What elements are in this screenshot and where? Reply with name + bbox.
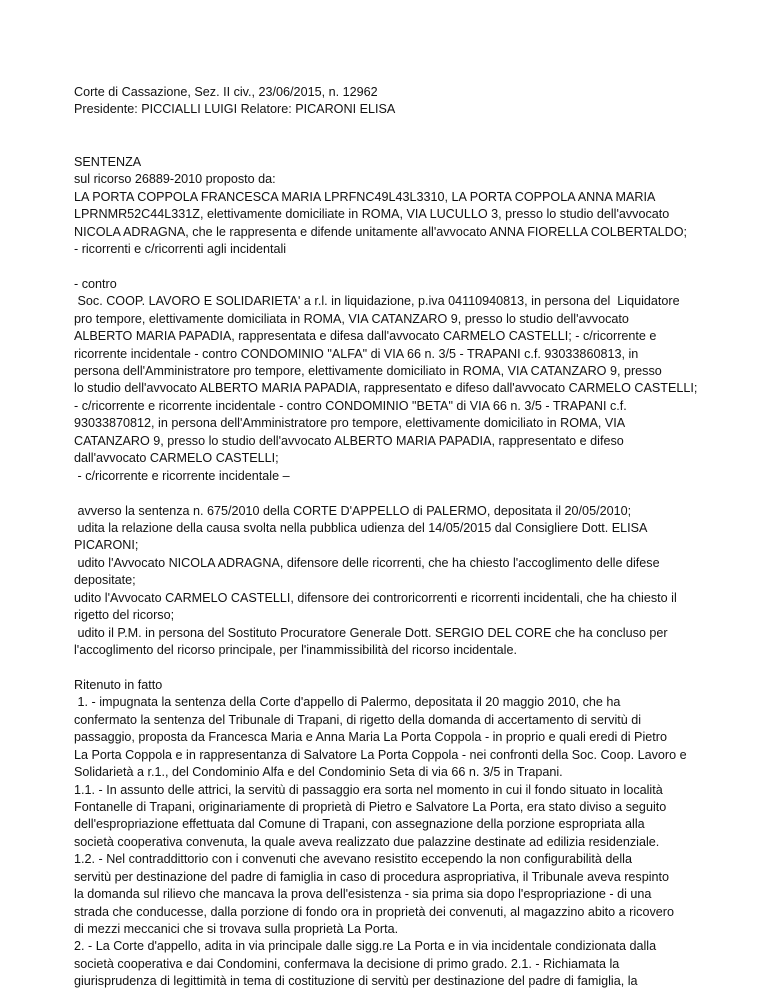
section-title: SENTENZA — [74, 154, 142, 169]
text-line: giurisprudenza di legittimità in tema di costituzione di servitù per destinazione del padre di famiglia, la — [74, 974, 638, 989]
text-line: - c/ricorrente e ricorrente incidentale - contro CONDOMINIO "BETA" di VIA 66 n. 3/5 - TRAPANI c.f. — [74, 398, 627, 413]
text-line: ricorrente incidentale - contro CONDOMINIO "ALFA" di VIA 66 n. 3/5 - TRAPANI c.f. 93033860813, in — [74, 346, 639, 361]
spacer — [74, 119, 714, 136]
text-line: CATANZARO 9, presso lo studio dell'avvocato ALBERTO MARIA PAPADIA, rappresentato e difeso — [74, 433, 624, 448]
text-line: ALBERTO MARIA PAPADIA, rappresentata e difesa dall'avvocato CARMELO CASTELLI; - c/ricorrente e — [74, 329, 657, 344]
text-line: pro tempore, elettivamente domiciliata in ROMA, VIA CATANZARO 9, presso lo studio dell'avvocato — [74, 311, 629, 326]
text-line: dell'espropriazione effettuata dal Comune di Trapani, con assegnazione della porzione espropriata alla — [74, 817, 645, 832]
text-line: - c/ricorrente e ricorrente incidentale – — [74, 468, 290, 483]
text-line: la domanda sul rilievo che mancava la prova dell'esistenza - sia prima sia dopo l'espropriazione - di una — [74, 887, 652, 902]
fatto-section — [74, 677, 714, 991]
avverso-section — [74, 503, 714, 660]
text-line: confermato la sentenza del Tribunale di Trapani, di rigetto della domanda di accertamento di servitù di — [74, 712, 642, 727]
text-line: l'accoglimento del ricorso principale, per l'inammissibilità del ricorso incidentale. — [74, 643, 517, 657]
text-line: Fontanelle di Trapani, originariamente di proprietà di Pietro e Salvatore La Porta, era stato diviso a seguito — [74, 799, 667, 814]
text-line: udita la relazione della causa svolta nella pubblica udienza del 14/05/2015 dal Consigliere Dott. ELISA — [74, 520, 648, 535]
text-line: strada che conducesse, dalla porzione di fondo ora in proprietà dei convenuti, al magazzino abito a ricovero — [74, 904, 674, 919]
text-line: società cooperativa e dai Condomini, confermava la decisione di primo grado. 2.1. - Richiamata la — [74, 956, 620, 971]
text-line: persona dell'Amministratore pro tempore, elettivamente domiciliato in ROMA, VIA CATANZARO 9, presso — [74, 364, 662, 378]
text-line: 1.1. - In assunto delle attrici, la servitù di passaggio era sorta nel momento in cui il fondo situato in località — [74, 782, 663, 797]
section-title: Ritenuto in fatto — [74, 677, 163, 692]
text-line: avverso la sentenza n. 675/2010 della CORTE D'APPELLO di PALERMO, depositata il 20/05/2010; — [74, 503, 632, 518]
text-line: lo studio dell'avvocato ALBERTO MARIA PAPADIA, rappresentato e difeso dall'avvocato CARMELO CASTELLI; — [74, 381, 698, 396]
judges-line: Presidente: PICCIALLI LUIGI Relatore: PICARONI ELISA — [74, 102, 396, 117]
document-header — [74, 84, 714, 119]
text-line: depositate; — [74, 573, 136, 588]
text-line: PICARONI; — [74, 538, 139, 553]
text-line: La Porta Coppola e in rappresentanza di Salvatore La Porta Coppola - nei confronti della Soc. Coop. Lavoro e — [74, 747, 687, 762]
text-line: 93033870812, in persona dell'Amministratore pro tempore, elettivamente domiciliato in ROMA, VIA — [74, 416, 626, 431]
text-line: 2. - La Corte d'appello, adita in via principale dalle sigg.re La Porta e in via incidentale condizionata dalla — [74, 939, 657, 954]
text-line: udito l'Avvocato NICOLA ADRAGNA, difensore delle ricorrenti, che ha chiesto l'accoglimento delle difese — [74, 555, 660, 570]
spacer — [74, 659, 714, 676]
text-line: Soc. COOP. LAVORO E SOLIDARIETA' a r.l. in liquidazione, p.iva 04110940813, in persona del Liquidatore — [74, 294, 680, 309]
text-line: - ricorrenti e c/ricorrenti agli incidentali — [74, 241, 287, 256]
text-line: 1.2. - Nel contraddittorio con i convenuti che avevano resistito eccependo la non configurabilità della — [74, 852, 632, 867]
spacer — [74, 485, 714, 502]
text-line: rigetto del ricorso; — [74, 608, 175, 623]
text-line: Solidarietà a r.1., del Condominio Alfa e del Condominio Seta di via 66 n. 3/5 in Trapani. — [74, 765, 563, 780]
document-page — [74, 84, 714, 991]
text-line: - contro — [74, 276, 117, 291]
contro-section — [74, 276, 714, 485]
text-line: servitù per destinazione del padre di famiglia in caso di procedura aspropriativa, il Tribunale aveva respinto — [74, 869, 670, 884]
text-line: passaggio, proposta da Francesca Maria e Anna Maria La Porta Coppola - in proprio e quali eredi di Pietro — [74, 730, 667, 745]
spacer — [74, 258, 714, 275]
text-line: udito il P.M. in persona del Sostituto Procuratore Generale Dott. SERGIO DEL CORE che ha concluso per — [74, 625, 668, 640]
text-line: NICOLA ADRAGNA, che le rappresenta e difende unitamente all'avvocato ANNA FIORELLA COLBERTALDO; — [74, 224, 688, 239]
text-line: dall'avvocato CARMELO CASTELLI; — [74, 451, 279, 466]
spacer — [74, 136, 714, 153]
text-line: società cooperativa convenuta, la quale aveva realizzato due palazzine destinate ad edilizia residenziale. — [74, 834, 660, 849]
text-line: di mezzi meccanici che si trovava sulla proprietà La Porta. — [74, 922, 399, 936]
court-line: Corte di Cassazione, Sez. II civ., 23/06/2015, n. 12962 — [74, 85, 378, 99]
text-line: sul ricorso 26889-2010 proposto da: — [74, 172, 276, 187]
parties-section — [74, 154, 714, 259]
text-line: LPRNMR52C44L331Z, elettivamente domiciliate in ROMA, VIA LUCULLO 3, presso lo studio dell'avvocato — [74, 207, 670, 222]
text-line: LA PORTA COPPOLA FRANCESCA MARIA LPRFNC49L43L3310, LA PORTA COPPOLA ANNA MARIA — [74, 189, 656, 204]
text-line: 1. - impugnata la sentenza della Corte d'appello di Palermo, depositata il 20 maggio 2010, che ha — [74, 695, 621, 710]
text-line: udito l'Avvocato CARMELO CASTELLI, difensore dei controricorrenti e ricorrenti incidentali, che ha chiesto il — [74, 590, 677, 605]
